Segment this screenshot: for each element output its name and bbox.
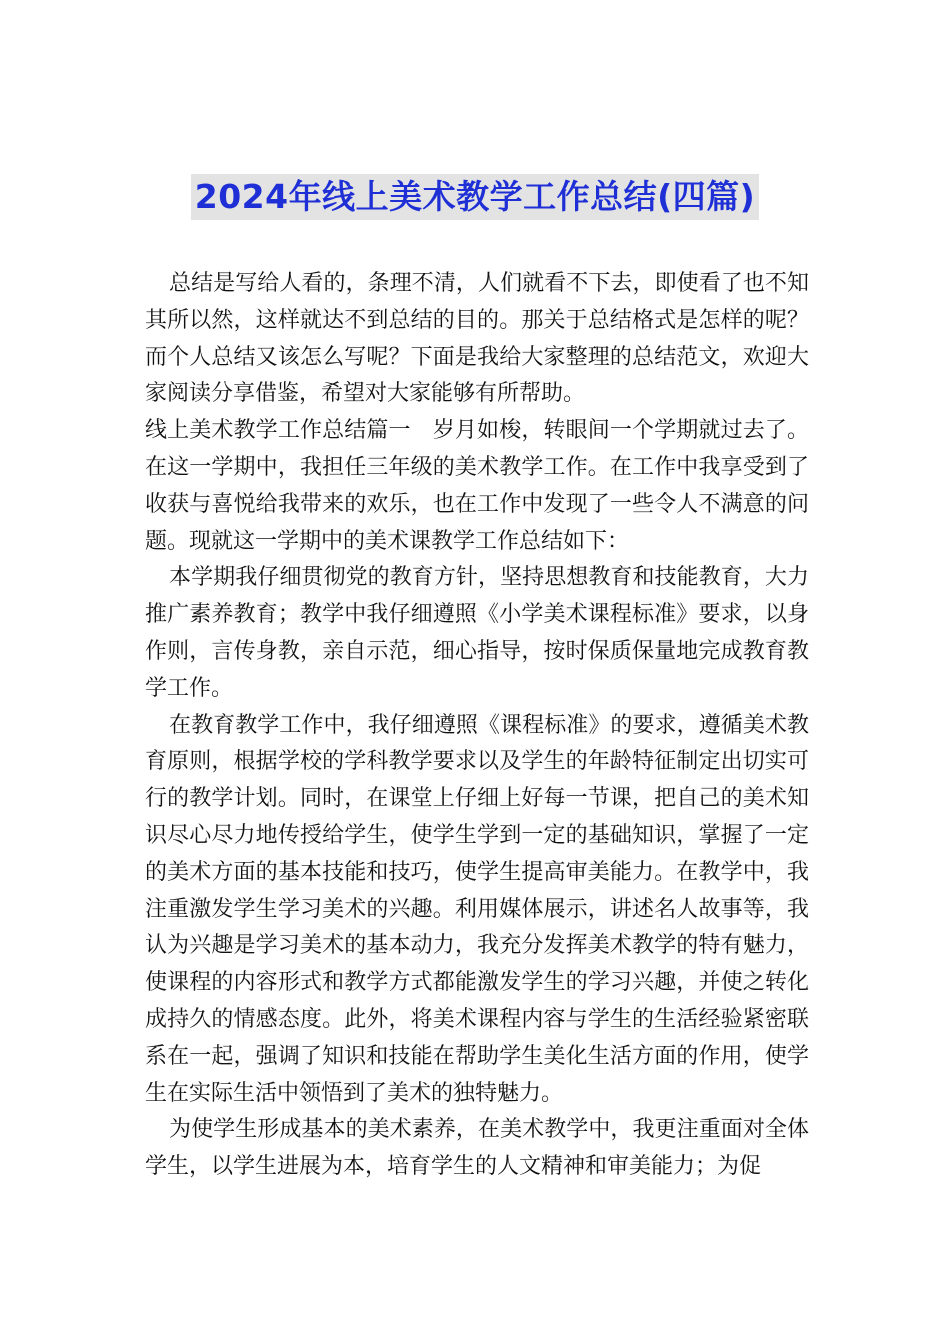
title-area: [0, 174, 950, 220]
paragraph-intro: 总结是写给人看的，条理不清，人们就看不下去，即使看了也不知其所以然，这样就达不到总结的目的。那关于总结格式是怎样的呢？而个人总结又该怎么写呢？下面是我给大家整理的总结范文，欢迎大家阅读分享借鉴，希望对大家能够有所帮助。: [145, 271, 809, 407]
paragraph-teaching-work: 在教育教学工作中，我仔细遵照《课程标准》的要求，遵循美术教育原则，根据学校的学科教学要求以及学生的年龄特征制定出切实可行的教学计划。同时，在课堂上仔细上好每一节课，把自己的美术知识尽心尽力地传授给学生，使学生学到一定的基础知识，掌握了一定的美术方面的基本技能和技巧，使学生提高审美能力。在教学中，我注重激发学生学习美术的兴趣。利用媒体展示，讲述名人故事等，我认为兴趣是学习美术的基本动力，我充分发挥美术教学的特有魅力，使课程的内容形式和教学方式都能激发学生的学习兴趣，并使之转化成持久的情感态度。此外，将美术课程内容与学生的生活经验紧密联系在一起，强调了知识和技能在帮助学生美化生活方面的作用，使学生在实际生活中领悟到了美术的独特魅力。: [145, 712, 809, 1106]
paragraph-section-one-opening: 线上美术教学工作总结篇一 岁月如梭，转眼间一个学期就过去了。在这一学期中，我担任三年级的美术教学工作。在工作中我享受到了收获与喜悦给我带来的欢乐，也在工作中发现了一些令人不满意的问题。现就这一学期中的美术课教学工作总结如下：: [145, 418, 809, 554]
document-title: 2024年线上美术教学工作总结(四篇): [191, 174, 760, 220]
paragraph-education-policy: 本学期我仔细贯彻党的教育方针，坚持思想教育和技能教育，大力推广素养教育；教学中我仔细遵照《小学美术课程标准》要求，以身作则，言传身教，亲自示范，细心指导，按时保质保量地完成教育教学工作。: [145, 565, 809, 701]
paragraph-art-literacy: 为使学生形成基本的美术素养，在美术教学中，我更注重面对全体学生，以学生进展为本，培育学生的人文精神和审美能力；为促: [145, 1117, 809, 1180]
document-body: [145, 266, 809, 1186]
